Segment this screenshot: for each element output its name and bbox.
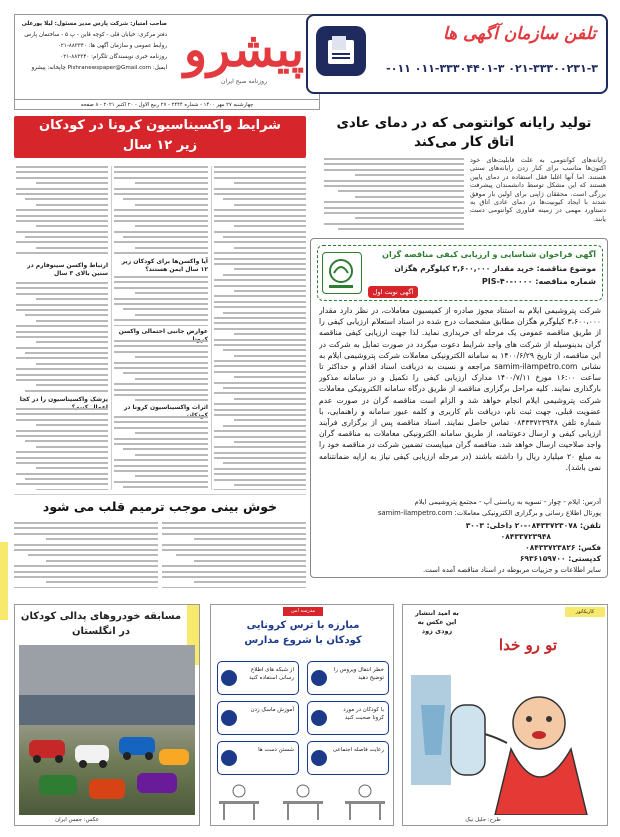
lead-headline-line: اتاق کار می‌کند	[413, 134, 515, 150]
talk-icon	[311, 710, 327, 726]
tender-footer: سایر اطلاعات و جزییات مربوطه در اسناد مناقصه آمده است.	[422, 566, 601, 574]
vaccine-col-left	[16, 166, 108, 258]
poster-title-2: کودکان با شروع مدارس	[244, 635, 362, 646]
hand-wash-icon	[221, 750, 237, 766]
ad-phone-box	[306, 14, 608, 94]
cartoon-drawing	[411, 665, 601, 815]
vaccine-subhead: عوارض جانبی احتمالی واکسن	[118, 328, 208, 335]
race-box	[14, 604, 200, 826]
side-yellow-strip	[0, 542, 8, 620]
poster-tip	[307, 701, 389, 735]
cartoon-box	[402, 604, 608, 826]
tender-phone-1: تلفن: ۰۸۴۳۳۷۲۳۰۷۸-۲۰ داخلی: ۳۰۰۳	[465, 521, 601, 530]
vaccine-col-mid-3	[114, 340, 208, 402]
distance-icon	[311, 750, 327, 766]
tender-phone-2: ۰۸۴۳۳۷۲۳۹۴۸	[500, 532, 551, 541]
tender-number: شماره مناقصه: PIS-۴۰-۰۰۰۰	[481, 277, 596, 286]
tender-website: پورتال اطلاع رسانی و برگزاری الکترونیکی معاملات: samim-ilampetro.com	[377, 509, 601, 517]
race-caption: عکس: جمس ایران	[55, 817, 99, 823]
masthead	[14, 14, 320, 110]
vaccine-subhead: آیا واکسن‌ها برای کودکان زیر ۱۲ سال ایمن هستند؟	[121, 258, 208, 273]
tender-header	[317, 245, 603, 301]
tender-postcode: کدپستی: ۶۹۳۶۱۵۹۷۰۰	[519, 554, 601, 563]
vaccine-col-mid-2	[114, 276, 208, 326]
info-line: صاحب امتیاز: شرکت پارس مدیر مسئول: لیلا پورعلی	[21, 21, 167, 27]
wifi-col-left	[14, 522, 158, 588]
ad-phone-title: تلفن سازمان آگهی ها	[442, 24, 596, 44]
tender-body: شرکت پتروشیمی ایلام به استناد مجوز صادره از کمیسیون معاملات، در نظر دارد مقدار ۳،۶۰۰،۰۰۰ کیلوگرم هگزان مطابق مشخصات درج شده در اسناد استعلام ارزیابی کیفی را از طریق مناقصه عمومی یک مرحله ای خریداری نماید. لذا جهت ارزیابی کیفی مناقصه گران بدینوسیله از شرکت های واجد شرایط دعوت میگردد در صورت تمایل به شرکت در این مناقصه، از تاریخ ۱۴۰۰/۶/۲۹ به سامانه الکترونیکی معاملات شرکت پتروشیمی ایلام به نشانی samim-ilampetro.com مراجعه و نسبت به دریافت اسناد اقدام و حداکثر تا ساعت ۱۶:۰۰ مورخ ۱۴۰۰/۷/۱۱ مدارک ارزیابی کیفی را تکمیل و در سامانه مذکور بارگذاری نمایند. کلیه مراحل برگزاری مناقصه از طریق درگاه سامانه الکترونیکی معاملات شرکت پتروشیمی ایلام انجام خواهد شد و الزام است مناقصه گران در صورت عدم عضویت قبلی، جهت ثبت نام، دریافت نام کاربری و کلمه عبور سامانه و راهنمایی، با شماره تلفن ۰۸۴۳۳۷۲۳۹۴۸ تماس حاصل نمایند. اسناد مناقصه پس از برگزاری فرآیند ارزیابی کیفی و ارسال دعوتنامه، از طریق سامانه الکترونیکی معاملات به مناقصه گران واجد صلاحیت ارسال خواهد شد. مناقصه گران میبایست تضمین شرکت در مناقصه خود را به مبلغ ۲۰ میلیارد ریال را داشته باشند (در مرحله ارزیابی کیفی نیاز به ارایه ضمانتنامه نمی باشد).	[319, 306, 601, 472]
vaccine-subhead: اثرات واکسیناسیون کرونا در	[123, 404, 208, 411]
race-headline	[19, 609, 183, 639]
vaccine-col-left-3	[16, 408, 108, 490]
cartoon-caption-line: زودی زود	[421, 627, 453, 635]
poster-tip-text: با کودکان در مورد کرونا صحبت کنید	[343, 707, 384, 721]
lead-headline-line: تولید رایانه کوانتومی که در دمای عادی	[336, 115, 592, 131]
cartoon-credit: طرح: جلیل نیک	[465, 817, 501, 823]
info-line: روابط عمومی و سازمان آگهی ها: ۸۸۳۳۴۰-۰۲۱	[57, 43, 167, 49]
poster-tip-text: از شبکه های اطلاع رسانی استفاده کنید	[249, 667, 294, 681]
tender-ad	[310, 238, 608, 578]
race-headline-line: در انگلستان	[72, 626, 130, 637]
column-rule	[111, 166, 112, 490]
race-headline-line: مسابقه خودروهای پدالی کودکان	[20, 611, 182, 622]
classroom-illustration	[217, 779, 389, 823]
poster-tip-text: رعایت فاصله اجتماعی	[332, 747, 384, 753]
poster-tip	[217, 701, 299, 735]
fax-icon	[316, 26, 366, 76]
vaccine-col-right	[214, 166, 306, 490]
poster-tip	[307, 741, 389, 775]
poster-badge: مدرسه امن	[283, 607, 323, 616]
ad-phone-numbers: ۰۲۱-۳۳۳۰۰۲۳۱-۳ ۰۱۱-۳۳۳۰۴۴۰۱-۳ ۰۱۱-	[386, 62, 598, 75]
date-line: چهارشنبه ۲۷ مهر ۱۴۰۰ - شماره ۲۴۴۴ - ۲۷ ربیع الاول - ۲۰ اکتبر ۲۰۲۱ - ۸ صفحه	[15, 99, 319, 110]
tender-badge: آگهی نوبت اول	[368, 286, 418, 298]
poster-tip	[217, 741, 299, 775]
vaccine-headline-line: شرایط واکسیناسیون کرونا در کودکان	[39, 118, 281, 133]
lead-body: رایانه‌های کوانتومی به علت قابلیت‌های خود اکنون‌ها مناسب برای کنار زدن رایانه‌های سنتی هستند. اما آنها اغلبا فقل استفاده در دمای پایین هستند که این مشکل توسط دانشمندان پیشرفت بزرگی است. محققان ژاپنی برای اولین بار موفق شدند با ایجاد کیوبیت‌ها در دمای عادی اتاق به دستاورد مهمی در زمینه فناوری کوانتومی دست یابند.	[470, 156, 606, 223]
vaccine-subhead: ارتباط واکسن سینوفارم در سنین بالای ۳ سال	[27, 262, 108, 277]
poster-tip-text: خطر انتقال ویروس را توضیح دهید	[333, 667, 384, 681]
lead-headline	[322, 114, 606, 152]
cartoon-caption-line: این عکس به	[417, 618, 457, 626]
cartoon-caption-line: به امید انتشار	[415, 609, 459, 617]
poster-tip-text: آموزش ماسک زدن	[250, 707, 294, 713]
poster-title-1: مبارزه با ترس کرونایی	[246, 620, 360, 631]
cartoon-speech: تو رو خدا	[498, 636, 558, 654]
wifi-col-right	[162, 522, 306, 588]
face-mask-icon	[221, 710, 237, 726]
wifi-headline: خوش بینی موجب ترمیم قلب می شود	[42, 499, 278, 514]
vaccine-headline-box	[14, 116, 306, 158]
tender-subject: موضوع مناقصه: خرید مقدار ۳,۶۰۰,۰۰۰ کیلوگرم هگزان	[394, 264, 596, 273]
poster-tip	[217, 661, 299, 695]
vaccine-subhead: پزشک واکسیناسیون را در کجا	[19, 396, 108, 403]
info-line: دفتر مرکزی: خیابان قلی - کوچه قاین - پ ۵ - ساختمان پارس	[24, 32, 167, 38]
tender-fax: فکس: ۰۸۴۳۳۷۲۳۸۲۶	[525, 543, 601, 552]
lead-body-cont	[324, 158, 464, 230]
masthead-info	[19, 19, 167, 89]
vaccine-col-mid-4	[114, 416, 208, 490]
tender-logo-icon	[322, 252, 362, 294]
section-rule	[14, 494, 306, 495]
poster-tip-text: شستن دست ها	[258, 747, 294, 753]
race-photo	[19, 645, 195, 815]
logo-text: پیشرو	[183, 22, 305, 78]
cartoon-tag: کاریکاتور	[565, 607, 605, 617]
phone-icon	[221, 670, 237, 686]
tender-title: آگهی فراخوان شناسایی و ارزیابی کیفی مناقصه گران	[382, 250, 596, 259]
info-line: ایمیل: Pishranewspaper@Gmail.com چاپخانه: پیشرو	[31, 65, 167, 71]
poster-tip	[307, 661, 389, 695]
masthead-logo	[171, 23, 317, 89]
vaccine-headline-line: زیر ۱۲ سال	[122, 138, 198, 153]
vaccine-col-mid	[114, 166, 208, 256]
mask-icon	[311, 670, 327, 686]
vaccine-col-left-2	[16, 282, 108, 394]
logo-slogan: روزنامه صبح ایران	[221, 78, 267, 85]
info-line: روزنامه خبری نویسندگان تلگرام: ۸۸۳۳۴۰-۰۲۱	[60, 54, 167, 60]
column-rule	[211, 166, 212, 490]
tender-address: آدرس: ایلام - چوار - تسویه به ریاستی آپ - مجتمع پتروشیمی ایلام	[414, 498, 601, 506]
cartoon-caption	[409, 609, 465, 636]
school-poster	[210, 604, 394, 826]
